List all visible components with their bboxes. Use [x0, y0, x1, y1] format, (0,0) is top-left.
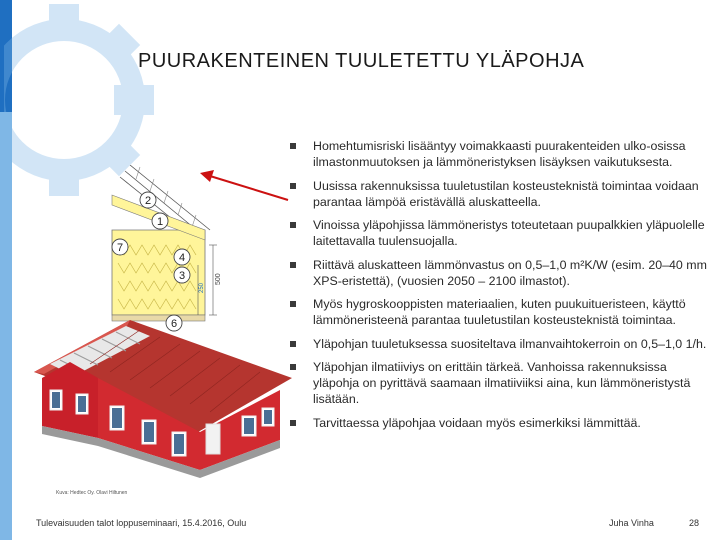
page-number: 28	[689, 518, 700, 528]
bullet-item	[290, 217, 710, 249]
bullet-item	[290, 359, 710, 407]
bullet-square-icon	[290, 222, 296, 228]
bullet-text: Riittävä aluskatteen lämmönvastus on 0,5–1,0 m²K/W (esim. 20–40 mm XPS-eristettä), (vuosien 2050 – 2100 ilmastot).	[313, 257, 707, 288]
dimension-500-label: 500	[215, 273, 222, 285]
bullet-square-icon	[290, 262, 296, 268]
dimension-250-label: 250	[199, 282, 205, 293]
bullet-square-icon	[290, 364, 296, 370]
bullet-item	[290, 415, 710, 431]
diagram-label-6: 6	[170, 318, 178, 330]
bullet-text: Homehtumisriski lisääntyy voimakkaasti puurakenteiden ulko-osissa ilmastonmuutoksen ja lämmöneristyksen lisäyksen vaikutuksesta.	[313, 139, 686, 169]
bullet-text: Yläpohjan ilmatiiviys on erittäin tärkeä. Vanhoissa rakennuksissa yläpohja on pyrittävä saamaan ilmatiiviiksi aina, kun lämmöneristystä lisätään.	[313, 360, 691, 406]
roof-structure-diagram	[110, 165, 290, 335]
bullet-list	[290, 138, 710, 438]
bullet-text: Tarvittaessa yläpohjaa voidaan myös esimerkiksi lämmittää.	[313, 415, 641, 430]
diagram-label-1: 1	[156, 216, 164, 228]
footer-event: Tulevaisuuden talot loppuseminaari, 15.4.2016, Oulu	[36, 518, 247, 528]
bullet-item	[290, 257, 710, 289]
bullet-square-icon	[290, 301, 296, 307]
bullet-text: Myös hygroskooppisten materiaalien, kuten puukuitueristeen, käyttö lämmöneristeenä parantaa tuuletustilan kosteusteknistä toimintaa.	[313, 297, 686, 327]
bullet-item	[290, 296, 710, 328]
diagram-label-7: 7	[116, 242, 124, 254]
house-illustration	[30, 320, 298, 482]
bullet-square-icon	[290, 341, 296, 347]
diagram-label-3: 3	[178, 270, 186, 282]
bullet-square-icon	[290, 143, 296, 149]
bullet-square-icon	[290, 183, 296, 189]
bullet-text: Yläpohjan tuuletuksessa suositeltava ilmanvaihtokerroin on 0,5–1,0 1/h.	[313, 336, 707, 351]
bullet-square-icon	[290, 420, 296, 426]
diagram-label-4: 4	[178, 252, 186, 264]
bullet-item	[290, 178, 710, 210]
footer-author: Juha Vinha	[609, 518, 654, 528]
bullet-item	[290, 138, 710, 170]
bullet-text: Vinoissa yläpohjissa lämmöneristys toteutetaan puupalkkien yläpuolelle laitettavalla tuulensuojalla.	[313, 218, 705, 248]
bullet-item	[290, 336, 710, 352]
diagram-label-2: 2	[144, 195, 152, 207]
image-caption: Kuva: Hedtec Oy. Olavi Hiltunen	[56, 490, 128, 496]
slide-title: PUURAKENTEINEN TUULETETTU YLÄPOHJA	[138, 50, 585, 72]
bullet-text: Uusissa rakennuksissa tuuletustilan kosteusteknistä toimintaa voidaan parantaa lämpöä eristävällä aluskatteella.	[313, 178, 699, 209]
